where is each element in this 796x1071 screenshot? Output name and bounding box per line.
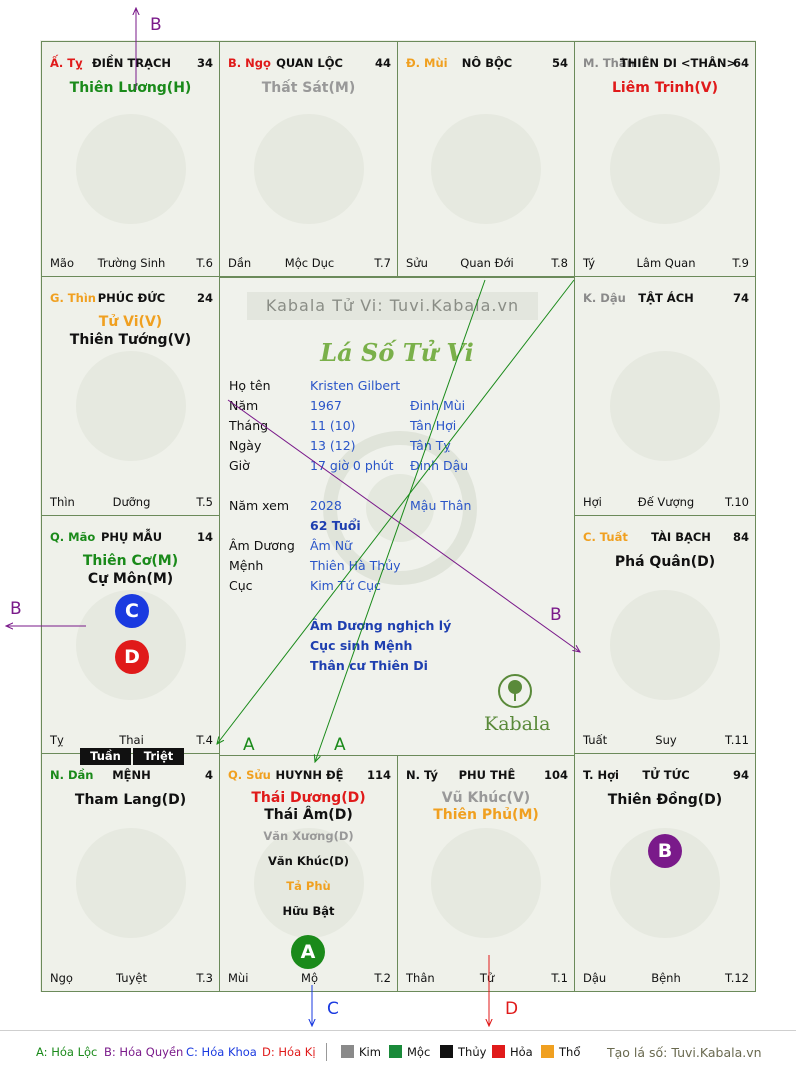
palace-name: PHÚC ĐỨC <box>97 291 166 305</box>
foot-branch: Thìn <box>50 495 75 509</box>
palace-can: Đ. Mùi <box>406 56 448 70</box>
info-label: Âm Dương <box>229 538 295 553</box>
legend-hoa: Hỏa <box>510 1045 533 1059</box>
major-star: Tử Vi(V) <box>98 314 163 330</box>
foot-stage: Đế Vượng <box>637 495 695 509</box>
major-star: Thái Dương(D) <box>251 790 366 806</box>
foot-month: T.7 <box>374 256 391 270</box>
minor-star: Hữu Bật <box>282 904 335 918</box>
info-note: Thân cư Thiên Di <box>310 658 428 673</box>
foot-branch: Tuất <box>583 733 608 747</box>
foot-month: T.5 <box>196 495 213 509</box>
foot-month: T.4 <box>196 733 213 747</box>
palace-name: TẬT ÁCH <box>638 291 694 305</box>
foot-stage: Quan Đới <box>460 256 514 270</box>
foot-stage: Mộc Dục <box>284 256 335 270</box>
info-value: Kim Tứ Cục <box>310 578 381 593</box>
label-bottom-c: C <box>327 999 339 1019</box>
foot-branch: Ngọ <box>50 971 73 985</box>
palace-age: 14 <box>196 530 213 544</box>
palace-can: N. Dần <box>50 768 94 782</box>
foot-stage: Suy <box>655 733 677 747</box>
palace-name: TÀI BẠCH <box>651 530 711 544</box>
info-name: Kristen Gilbert <box>310 378 401 393</box>
major-star: Thất Sát(M) <box>261 80 356 96</box>
palace-age: 34 <box>196 56 213 70</box>
major-star: Thiên Phủ(M) <box>433 807 539 823</box>
info-label: Ngày <box>229 438 262 453</box>
legend-tho: Thổ <box>559 1045 581 1059</box>
palace-can: K. Dậu <box>583 291 626 305</box>
palace-can: N. Tý <box>406 768 438 782</box>
foot-month: T.2 <box>374 971 391 985</box>
palace-name: NÔ BỘC <box>461 56 513 70</box>
foot-stage: Lâm Quan <box>636 256 696 270</box>
info-note: Âm Dương nghịch lý <box>310 618 452 633</box>
palace-age: 64 <box>732 56 749 70</box>
legend-hoa-khoa: C: Hóa Khoa <box>186 1045 257 1059</box>
site-link[interactable]: Tạo lá số: Tuvi.Kabala.vn <box>607 1045 762 1060</box>
foot-stage: Trường Sinh <box>97 256 166 270</box>
foot-branch: Thân <box>406 971 435 985</box>
minor-star: Tả Phù <box>286 879 331 893</box>
line-a-right <box>315 280 485 762</box>
info-value: 11 (10) <box>310 418 356 433</box>
swatch-kim <box>341 1045 354 1058</box>
foot-stage: Mộ <box>301 971 318 985</box>
palace-age: 84 <box>732 530 749 544</box>
foot-month: T.12 <box>725 971 749 985</box>
foot-month: T.11 <box>725 733 749 747</box>
palace-age: 114 <box>366 768 391 782</box>
legend-divider <box>326 1043 327 1061</box>
major-star: Thái Âm(D) <box>264 807 353 823</box>
palace-age: 54 <box>551 56 568 70</box>
info-canchi: Tân Tỵ <box>410 438 451 453</box>
chart-subtitle: Lá Số Tử Vi <box>320 338 474 367</box>
palace-name: PHU THÊ <box>458 768 516 782</box>
foot-month: T.1 <box>551 971 568 985</box>
legend-kim: Kim <box>359 1045 381 1059</box>
palace-name: HUYNH ĐỆ <box>275 768 344 782</box>
palace-name: QUAN LỘC <box>276 56 343 70</box>
foot-branch: Dần <box>228 256 252 270</box>
palace-can: B. Ngọ <box>228 56 271 70</box>
palace-age: 94 <box>732 768 749 782</box>
palace-can: C. Tuất <box>583 530 628 544</box>
info-value: Âm Nữ <box>310 538 352 553</box>
info-age: 62 Tuổi <box>310 518 361 533</box>
info-canchi: Đinh Mùi <box>410 398 466 413</box>
info-note: Cục sinh Mệnh <box>310 638 413 653</box>
foot-stage: Tuyệt <box>116 971 147 985</box>
label-diag-b: B <box>550 605 562 625</box>
info-value: 2028 <box>310 498 342 513</box>
info-value: 17 giờ 0 phút <box>310 458 394 473</box>
triet-badge: Triệt <box>133 748 184 765</box>
palace-name: THIÊN DI <THÂN> <box>619 56 737 70</box>
info-canchi: Đinh Dậu <box>410 458 469 473</box>
info-label: Họ tên <box>229 378 271 393</box>
hoa-loc-badge: A <box>291 935 325 969</box>
swatch-thuy <box>440 1045 453 1058</box>
major-star: Liêm Trinh(V) <box>612 80 718 96</box>
swatch-moc <box>389 1045 402 1058</box>
foot-month: T.6 <box>196 256 213 270</box>
label-left-b: B <box>10 599 22 619</box>
hoa-khoa-badge: C <box>115 594 149 628</box>
info-label: Năm xem <box>229 498 290 513</box>
foot-branch: Mão <box>50 256 75 270</box>
foot-stage: Dưỡng <box>112 495 151 509</box>
brand-name: Kabala <box>484 713 551 735</box>
major-star: Thiên Tướng(V) <box>69 332 192 348</box>
foot-branch: Tý <box>583 256 596 270</box>
palace-name: PHỤ MẪU <box>100 530 163 544</box>
info-label: Tháng <box>229 418 269 433</box>
info-value: 1967 <box>310 398 342 413</box>
foot-stage: Tử <box>479 971 495 985</box>
major-star: Vũ Khúc(V) <box>441 790 531 806</box>
palace-name: TỬ TỨC <box>642 768 690 782</box>
palace-age: 4 <box>204 768 213 782</box>
info-label: Mệnh <box>229 558 264 573</box>
minor-star: Văn Xương(D) <box>263 829 354 843</box>
info-label: Năm <box>229 398 259 413</box>
major-star: Cự Môn(M) <box>87 571 174 587</box>
foot-branch: Mùi <box>228 971 249 985</box>
major-star: Phá Quân(D) <box>614 554 716 570</box>
palace-can: T. Hợi <box>583 768 619 782</box>
palace-name: ĐIỀN TRẠCH <box>91 56 172 70</box>
legend-thuy: Thủy <box>458 1045 487 1059</box>
info-label: Cục <box>229 578 253 593</box>
legend-moc: Mộc <box>407 1045 431 1059</box>
arrow-diag-b <box>228 400 580 652</box>
info-value: 13 (12) <box>310 438 356 453</box>
label-bottom-d: D <box>505 999 519 1019</box>
legend-hoa-quyen: B: Hóa Quyền <box>104 1045 184 1059</box>
foot-month: T.10 <box>725 495 749 509</box>
palace-can: Ấ. Tỵ <box>50 56 83 70</box>
foot-stage: Thai <box>119 733 144 747</box>
info-canchi: Tân Hợi <box>410 418 457 433</box>
foot-month: T.3 <box>196 971 213 985</box>
major-star: Thiên Cơ(M) <box>82 553 179 569</box>
foot-branch: Dậu <box>583 971 607 985</box>
major-star: Thiên Đồng(D) <box>607 792 723 808</box>
foot-month: T.9 <box>732 256 749 270</box>
palace-age: 74 <box>732 291 749 305</box>
palace-age: 24 <box>196 291 213 305</box>
major-star: Tham Lang(D) <box>74 792 187 808</box>
foot-stage: Bệnh <box>651 971 681 985</box>
info-label: Giờ <box>229 458 250 473</box>
foot-branch: Sửu <box>406 256 428 270</box>
tuan-badge: Tuần <box>80 748 131 765</box>
line-a-left <box>217 280 574 744</box>
palace-can: Q. Sửu <box>228 768 271 782</box>
label-a1: A <box>243 735 255 755</box>
hoa-ki-badge: D <box>115 640 149 674</box>
swatch-hoa <box>492 1045 505 1058</box>
watermark-title: Kabala Tử Vi: Tuvi.Kabala.vn <box>247 292 538 320</box>
swatch-tho <box>541 1045 554 1058</box>
legend-hoa-loc: A: Hóa Lộc <box>36 1045 98 1059</box>
palace-name: MỆNH <box>112 768 151 782</box>
label-a2: A <box>334 735 346 755</box>
palace-can: M. Thân <box>583 56 635 70</box>
major-star: Thiên Lương(H) <box>69 80 192 96</box>
info-value: Thiên Hà Thủy <box>310 558 401 573</box>
info-canchi: Mậu Thân <box>410 498 472 513</box>
label-top-b: B <box>150 15 162 35</box>
palace-can: G. Thìn <box>50 291 96 305</box>
foot-month: T.8 <box>551 256 568 270</box>
palace-age: 44 <box>374 56 391 70</box>
palace-age: 104 <box>543 768 568 782</box>
minor-star: Văn Khúc(D) <box>267 854 349 868</box>
legend-bar <box>0 1030 796 1071</box>
legend-hoa-ki: D: Hóa Kị <box>262 1045 316 1059</box>
palace-can: Q. Mão <box>50 530 96 544</box>
foot-branch: Hợi <box>583 495 602 509</box>
hoa-quyen-badge: B <box>648 834 682 868</box>
foot-branch: Tỵ <box>50 733 64 747</box>
